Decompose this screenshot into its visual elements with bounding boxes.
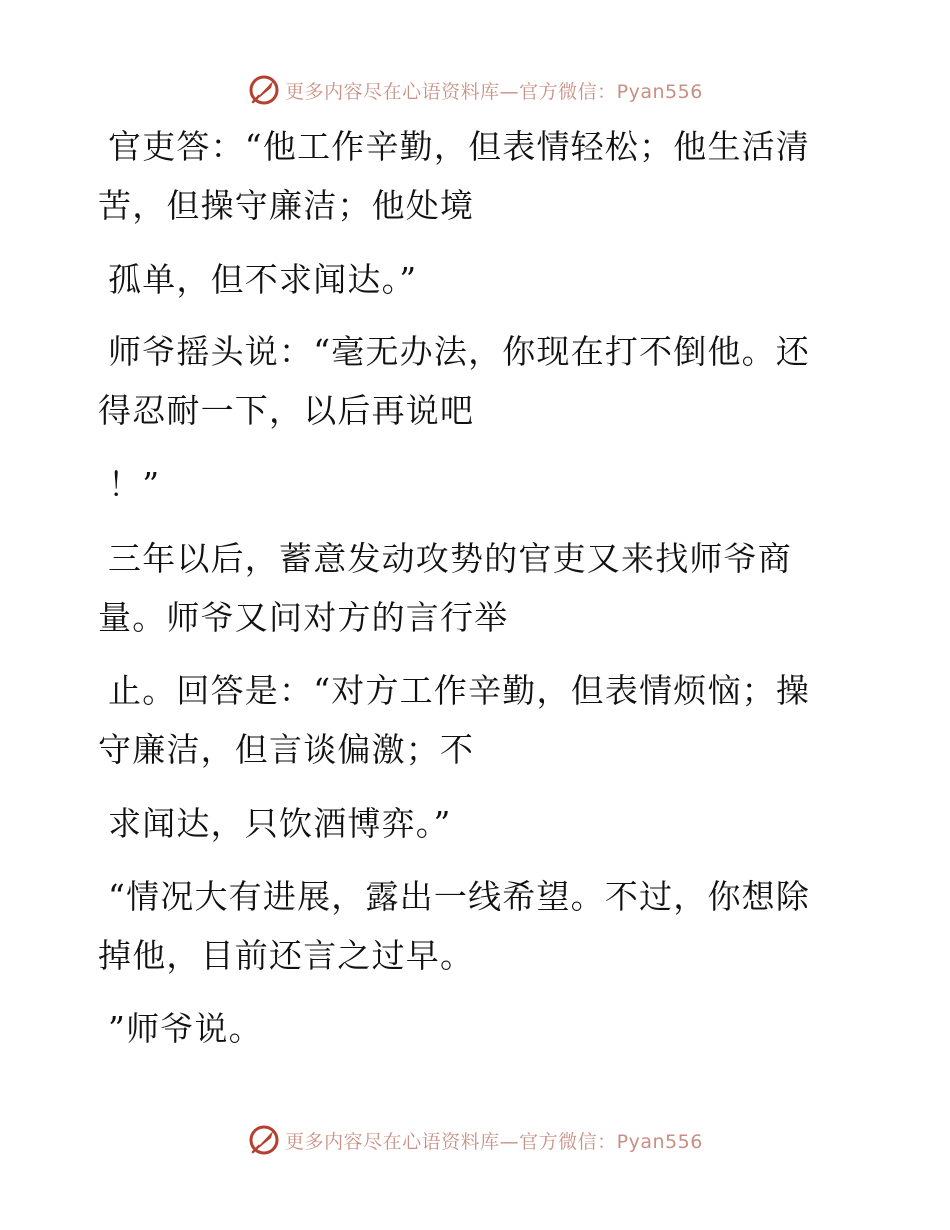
watermark-text: 更多内容尽在心语资料库—官方微信：Pyan556 bbox=[285, 1130, 703, 1153]
header-watermark bbox=[0, 70, 950, 110]
text-line: 止。回答是：“对方工作辛勤，但表情烦恼；操 bbox=[108, 671, 811, 710]
text-line: 守廉洁，但言谈偏激；不 bbox=[98, 730, 475, 769]
text-line: ”师爷说。 bbox=[108, 1009, 263, 1048]
text-line: 掉他，目前还言之过早。 bbox=[98, 936, 475, 975]
text-line: 孤单，但不求闻达。” bbox=[108, 260, 418, 299]
quill-pen-logo-icon bbox=[247, 1123, 281, 1157]
text-line: ！” bbox=[108, 465, 161, 504]
text-line: 求闻达，只饮酒博弈。” bbox=[108, 804, 452, 843]
watermark-text: 更多内容尽在心语资料库—官方微信：Pyan556 bbox=[285, 80, 703, 103]
text-line: 量。师爷又问对方的言行举 bbox=[98, 598, 509, 637]
quill-pen-logo-icon bbox=[247, 73, 281, 107]
text-line: 三年以后，蓄意发动攻势的官吏又来找师爷商 bbox=[108, 539, 792, 578]
text-line: 苦，但操守廉洁；他处境 bbox=[98, 186, 475, 225]
text-line: 师爷摇头说：“毫无办法，你现在打不倒他。还 bbox=[108, 332, 811, 371]
text-line: 官吏答：“他工作辛勤，但表情轻松；他生活清 bbox=[108, 127, 811, 166]
footer-watermark bbox=[0, 1120, 950, 1160]
text-line: 得忍耐一下，以后再说吧 bbox=[98, 391, 475, 430]
text-line: “情况大有进展，露出一线希望。不过，你想除 bbox=[108, 877, 811, 916]
